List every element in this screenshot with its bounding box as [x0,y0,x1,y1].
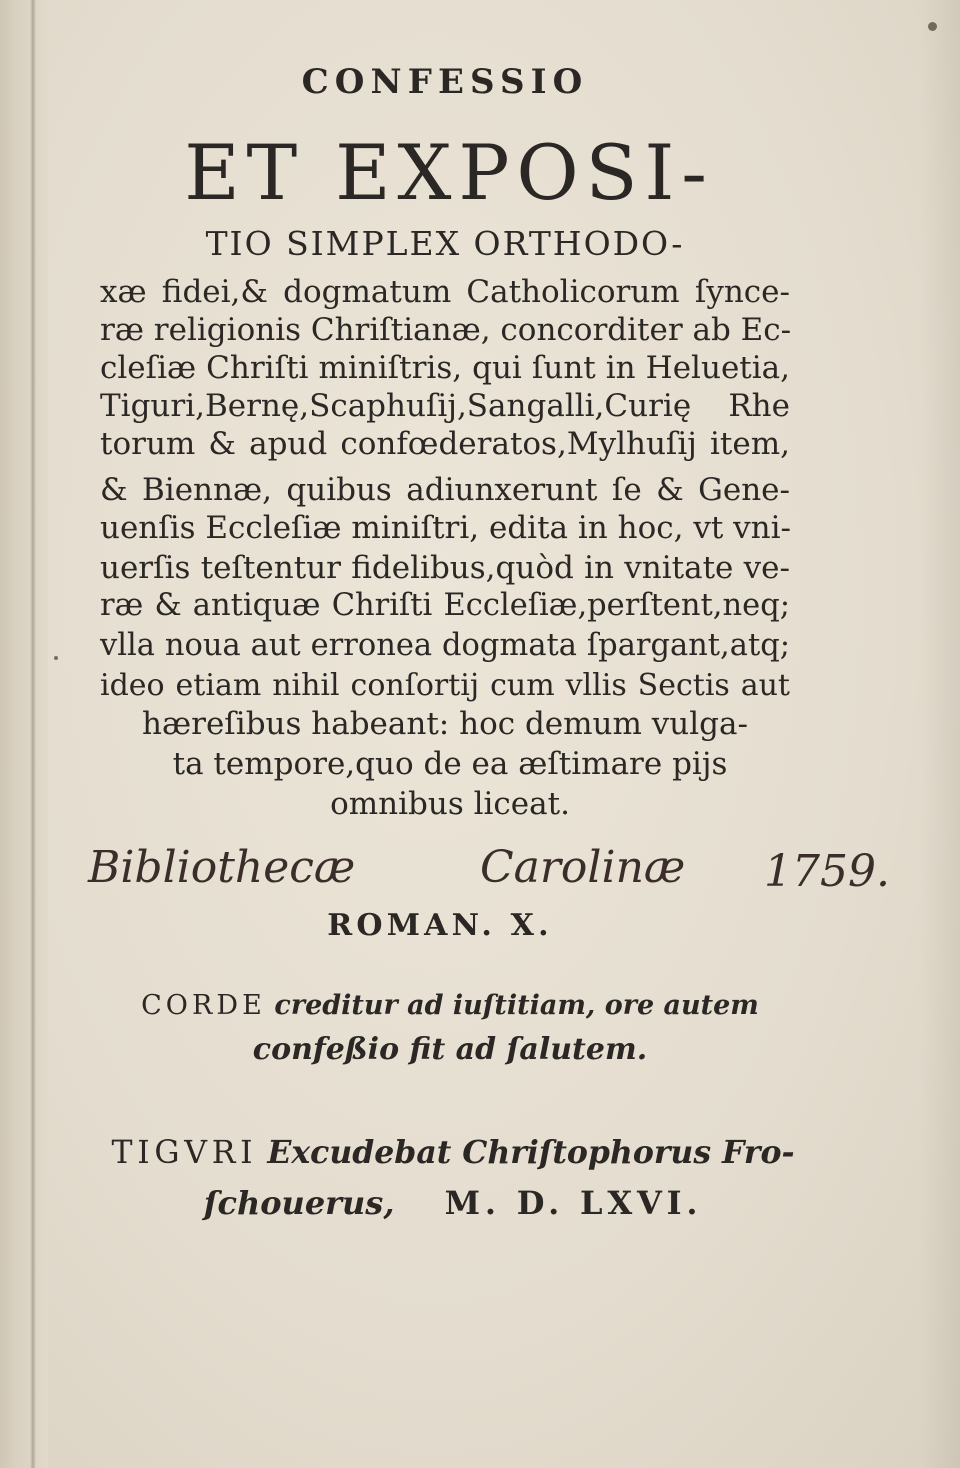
body-line: omnibus liceat. [330,786,570,822]
ink-spot [54,656,58,660]
motto-line-2-text: confeßio fit ad ſalutem. [252,1032,648,1067]
imprint-line-2 [108,1184,798,1222]
imprint-date: M. D. LXVI. [444,1184,703,1222]
page-edge-shadow [920,0,960,1468]
body-line: xæ fidei,& dogmatum Catholicorum ſynce- [100,274,790,310]
motto-line-2 [140,1032,760,1067]
body-line: Tiguri,Bernę,Scaphuſij,Sangalli,Curię Rhe [100,388,790,424]
imprint-place: TIGVRI [111,1135,258,1171]
body-line: uerſis teſtentur fidelibus,quòd in vnitate ve- [100,550,790,586]
body-line: uenſis Eccleſiæ miniſtri, edita in hoc, vt vni- [100,510,792,546]
handwritten-library-mark [480,842,685,893]
imprint-printer: Excudebat Chriſtophorus Fro- [267,1134,795,1171]
body-line: & Biennæ, quibus adiunxerunt ſe & Gene- [100,472,790,508]
motto-line-1 [140,990,760,1021]
motto-lead: CORDE [141,990,266,1021]
motto-line-1-rest: creditur ad iuſtitiam, ore autem [274,990,759,1021]
body-line: ræ religionis Chriſtianæ, concorditer ab Ec- [100,312,792,348]
scripture-reference: ROMAN. X. [327,908,553,943]
gutter-shadow [30,0,36,1468]
body-line: torum & apud confœderatos,Mylhuſij item, [100,426,790,462]
handwritten-part-2: Carolinæ [480,842,686,893]
binding-edge [0,0,48,1468]
body-line: hæreſibus habeant: hoc demum vulga- [142,706,748,742]
handwritten-year-text: 1759. [764,846,890,897]
imprint-line-1 [108,1134,798,1171]
body-line: ræ & antiquæ Chriſti Eccleſiæ,perſtent,neq; [100,588,790,623]
title-line-1: CONFESSIO [301,62,589,102]
body-line: vlla noua aut erronea dogmata ſpargant,atq; [100,628,790,663]
title-line-3: TIO SIMPLEX ORTHODO- [205,224,685,263]
body-line: cleſiæ Chriſti miniſtris, qui ſunt in Heluetia, [100,350,790,386]
title-line-2: ET EXPOSI- [184,128,714,217]
ink-spot [928,22,937,31]
body-line: ta tempore,quo de ea æſtimare pijs [172,746,728,782]
handwritten-year [764,846,890,897]
body-line: ideo etiam nihil conſortij cum vllis Sectis aut [100,668,790,703]
handwritten-part-1: Bibliothecæ [88,842,356,893]
imprint-printer-end: ſchouerus, [203,1184,395,1222]
handwritten-library-mark [88,842,355,893]
